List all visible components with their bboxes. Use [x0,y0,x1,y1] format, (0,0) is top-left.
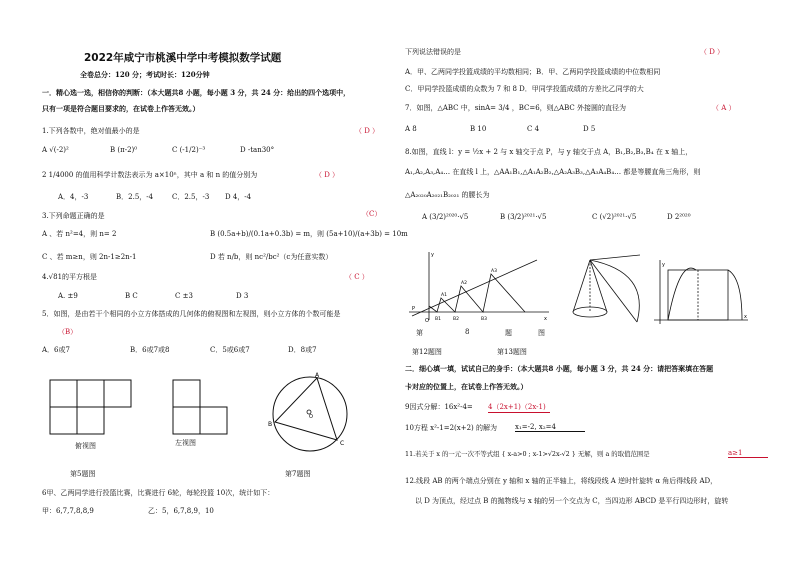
svg-text:A3: A3 [491,269,497,274]
section1-heading: 一．精心选一选，相信你的判断：（本大题共8 小题，每小题 3 分，共 24 分：给出的四个选项中， [42,88,351,97]
svg-text:P: P [412,306,416,312]
q7-option-d: D 5 [583,125,596,133]
q4-option-d: D 3 [236,292,249,300]
figure-7-caption: 第7题图 [285,470,311,478]
q10-stem: 10方程 x²-1=2(x+2) 的解为 [405,424,497,432]
q11-answer: a≥1 [728,449,768,458]
figure-8-caption-3: 题 [505,329,512,337]
left-view-label: 左视图 [175,439,196,447]
section2-heading: 二．细心填一填，试试自己的身手：（本大题共8 小题，每小题 3 分，共 24 分：请把答案填在答题 [405,364,714,373]
svg-text:B: B [268,421,273,428]
q7-option-b: B 10 [470,125,487,133]
svg-text:B2: B2 [453,317,459,322]
figure-13-parabola [650,258,750,328]
q8-stem-1: 8.如图，直线 l：y = ½x + 2 与 x 轴交于点 P，与 y 轴交于点 A，B₁,B₂,B₃,B₄ 在 x 轴上， [405,148,693,156]
q6-answer: （ D ） [700,48,725,56]
q9-answer: 4（2x+1)（2x-1) [488,402,550,413]
q8-option-d: D 2²⁰²⁰ [667,213,691,221]
figure-8-caption-1: 第 [416,329,423,337]
page-title: 2022年咸宁市桃溪中学中考模拟数学试题 [84,52,282,64]
q8-option-a: A (3/2)²⁰²⁰·√5 [422,213,469,221]
q6-stem: 6甲、乙两同学进行投篮比赛，比赛进行 6轮，每轮投篮 10次，统计如下： [42,489,275,497]
q6-option-ab: A．甲、乙两同学投篮成绩的平均数相同；B．甲、乙两同学投篮成绩的中位数相同 [405,68,661,76]
q2-option-d: D 4，-4 [225,193,252,201]
q5-answer: （B） [58,328,78,336]
q5-stem: 5．如图，是由若干个相同的小立方体搭成的几何体的俯视图和左视图，则小立方体的个数可能是 [42,310,341,318]
q7-option-c: C 4 [527,125,540,133]
figure-12-caption: 第12题图 [412,348,442,356]
q1-option-a: A √(-2)² [42,146,69,154]
section1-heading-cont: 只有一项是符合题目要求的，在试卷上作答无效。） [42,104,200,113]
top-view-label: 俯视图 [75,442,96,450]
figure-5-caption: 第5题图 [70,470,96,478]
q8-option-c: C (√2)²⁰²¹·√5 [592,213,637,221]
q2-answer: （ D ） [315,171,340,179]
q12-stem-2: 以 D 为顶点，经过点 B 的抛物线与 x 轴的另一个交点为 C，当四边形 ABCD 是平行四边形时，旋转 [415,497,729,505]
section2-heading-cont: 卡对应的位置上，在试卷上作答无效。） [405,382,528,391]
q6-option-cd: C．甲同学投篮成绩的众数为 7 和 8 D．甲同学投篮成绩的方差比乙同学的大 [405,85,644,93]
svg-text:x: x [744,314,747,320]
q3-option-d: D 若 n/b，则 nc²/bc²（c为任意实数） [210,253,333,261]
svg-text:A1: A1 [441,293,447,298]
q4-stem: 4.√81的平方根是 [42,273,98,281]
q2-stem: 2 1/4000 的值用科学计数法表示为 a×10ⁿ，其中 a 和 n 的值分别为 [42,171,258,179]
q5-option-b: B．6或7或8 [130,346,170,354]
q8-option-b: B (3/2)²⁰²¹·√5 [500,213,547,221]
q3-option-a: A 、若 n²=4，则 n= 2 [42,230,117,238]
figure-8-caption-2: 8 [465,328,470,336]
q6-jia-scores: 甲：6,7,7,8,8,9 [42,507,94,515]
figure-5-views [45,375,245,445]
svg-text:y: y [431,252,434,258]
svg-text:x: x [544,316,547,322]
q4-answer: （ C ） [345,273,369,281]
figure-13-caption: 第13题图 [497,348,527,356]
svg-text:A: A [315,372,320,379]
q12-stem-1: 12.线段 AB 的两个端点分别在 y 轴和 x 轴的正半轴上，将线段线 A 逆时针旋转 α 角后得线段 AD， [405,477,718,485]
q5-option-a: A．6或7 [42,346,70,354]
q1-stem: 1.下列各数中，绝对值最小的是 [42,127,140,135]
svg-text:y: y [662,262,665,268]
q6-yi-scores: 乙：5，6,7,8,9，10 [148,507,214,515]
figure-8-caption-4: 图 [538,329,545,337]
svg-text:C: C [340,440,345,447]
q7-answer: （ A ） [712,104,736,112]
q7-option-a: A 8 [405,125,417,133]
q3-stem: 3.下列命题正确的是 [42,212,105,220]
q5-option-d: D．8或7 [288,346,317,354]
q3-answer: （C） [362,210,382,218]
q10-answer: x₁=-2, x₂=4 [515,423,585,432]
svg-text:O: O [425,318,429,324]
q8-stem-2: A₁,A₂,A₃,A₄… 在直线 l 上，△AA₁B₁,△A₁A₂B₂,△A₂A₃B₃,△A₃A₄B₄… 都是等腰直角三角形，则 [405,168,701,176]
figure-7-circle-triangle [265,372,355,462]
q2-option-c: C．2.5，-3 [172,193,210,201]
q2-option-b: B．2.5，-4 [116,193,154,201]
q3-option-b: B (0.5a+b)/(0.1a+0.3b) = m，则 (5a+10)/(a+3b) = 10m [210,230,408,238]
svg-text:A2: A2 [461,281,467,286]
q4-option-c: C ±3 [175,292,193,300]
q1-answer: （ D ） [355,127,380,135]
exam-meta: 全卷总分：120 分；考试时长：120分钟 [80,70,210,79]
q5-option-c: C．5或6或7 [210,346,250,354]
q2-option-a: A．4，-3 [58,193,89,201]
q9-stem: 9因式分解：16x²-4= [405,403,473,411]
q3-option-c: C 、若 m≥n，则 2n-1≥2n-1 [42,253,137,261]
figure-8-triangles [407,248,552,328]
svg-text:B1: B1 [435,317,441,322]
q1-option-d: D -tan30° [240,146,275,154]
q8-stem-3: △A₂₀₂₀A₂₀₂₁B₂₀₂₁ 的腰长为 [405,191,490,199]
q1-option-c: C (-1/2)⁻³ [172,146,206,154]
q6-cont-stem: 下列说法错误的是 [405,48,461,56]
q4-option-a: A. ±9 [58,292,78,300]
q4-option-b: B C [125,292,138,300]
q7-stem: 7．如图，△ABC 中，sinA= 3/4 ，BC=6，则△ABC 外接圆的直径为 [405,104,626,112]
q1-option-b: B (π-2)⁰ [110,146,138,154]
svg-text:O: O [309,414,313,420]
q11-stem: 11.若关于 x 的一元一次不等式组 { x-a>0 ; x-1>√2x-√2 } 无解，则 a 的取值范围是 [405,450,650,458]
svg-text:B3: B3 [481,317,487,322]
